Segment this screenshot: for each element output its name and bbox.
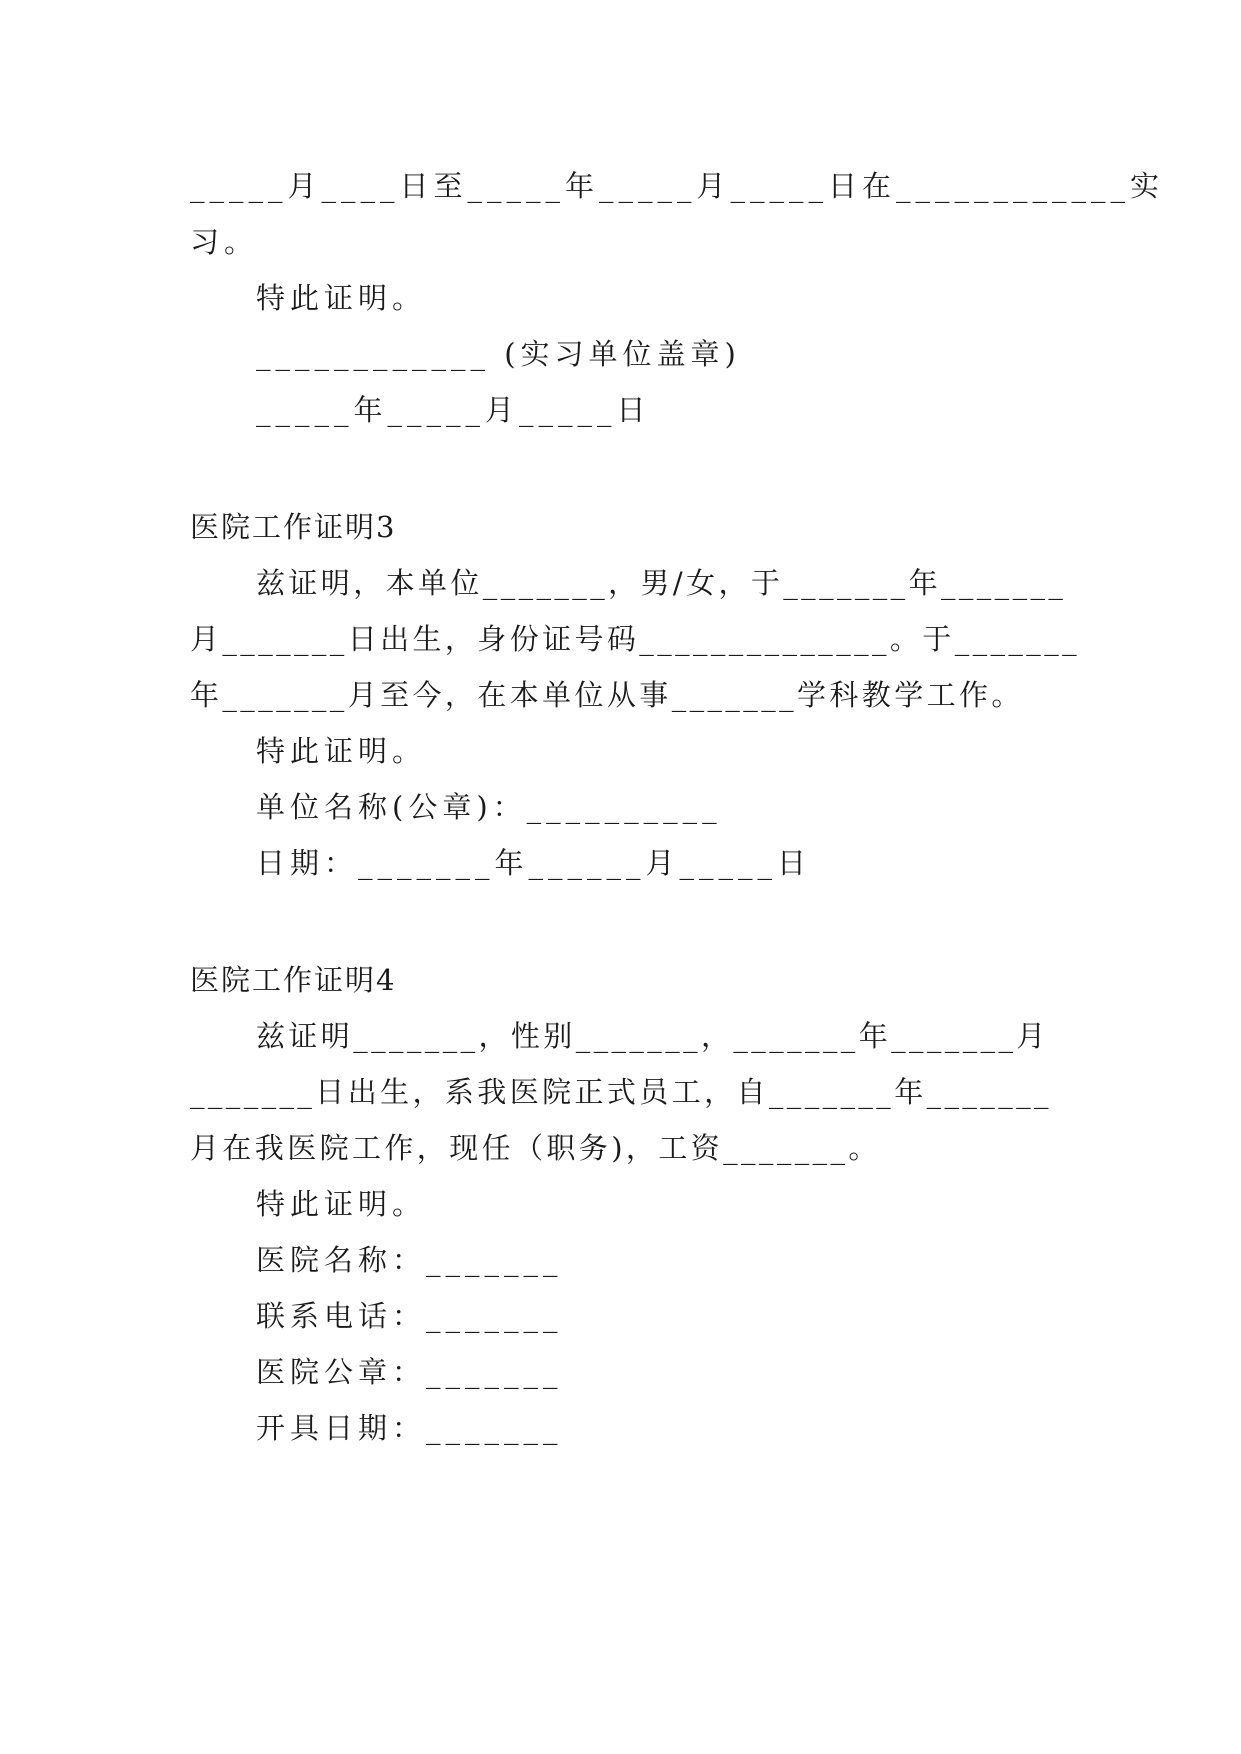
internship-seal-line: ____________ (实习单位盖章) (256, 337, 741, 371)
hospital-name-line: 医院名称：_______ (256, 1243, 563, 1277)
contact-phone-line: 联系电话：_______ (256, 1299, 563, 1333)
unit-name-seal-line: 单位名称(公章)：__________ (256, 790, 722, 824)
certificate-4-paragraph-line-3: 月在我医院工作，现任（职务)，工资_______。 (190, 1131, 881, 1165)
certify-statement: 特此证明。 (256, 734, 427, 768)
certificate-4-paragraph-line-1: 兹证明_______，性别_______，_______年_______月 (256, 1019, 1049, 1053)
certify-statement: 特此证明。 (256, 1187, 427, 1221)
certificate-3-paragraph-line-1: 兹证明，本单位_______，男/女，于_______年_______ (256, 566, 1067, 600)
certificate-3-paragraph-line-2: 月_______日出生，身份证号码______________。于_______ (190, 622, 1081, 656)
certificate-3-paragraph-line-3: 年_______月至今，在本单位从事_______学科教学工作。 (190, 678, 1024, 712)
date-line: 日期：_______年______月_____日 (256, 846, 812, 880)
section-title-4: 医院工作证明4 (190, 963, 397, 997)
certificate-4-paragraph-line-2: _______日出生，系我医院正式员工，自_______年_______ (190, 1075, 1052, 1109)
internship-period-line: _____月____日至_____年_____月_____日在____________实 (190, 169, 1165, 203)
hospital-seal-line: 医院公章：_______ (256, 1355, 563, 1389)
date-line: _____年_____月_____日 (256, 393, 651, 427)
section-title-3: 医院工作证明3 (190, 510, 397, 544)
internship-period-line-end: 习。 (190, 225, 259, 259)
certify-statement: 特此证明。 (256, 281, 427, 315)
issue-date-line: 开具日期：_______ (256, 1411, 563, 1445)
